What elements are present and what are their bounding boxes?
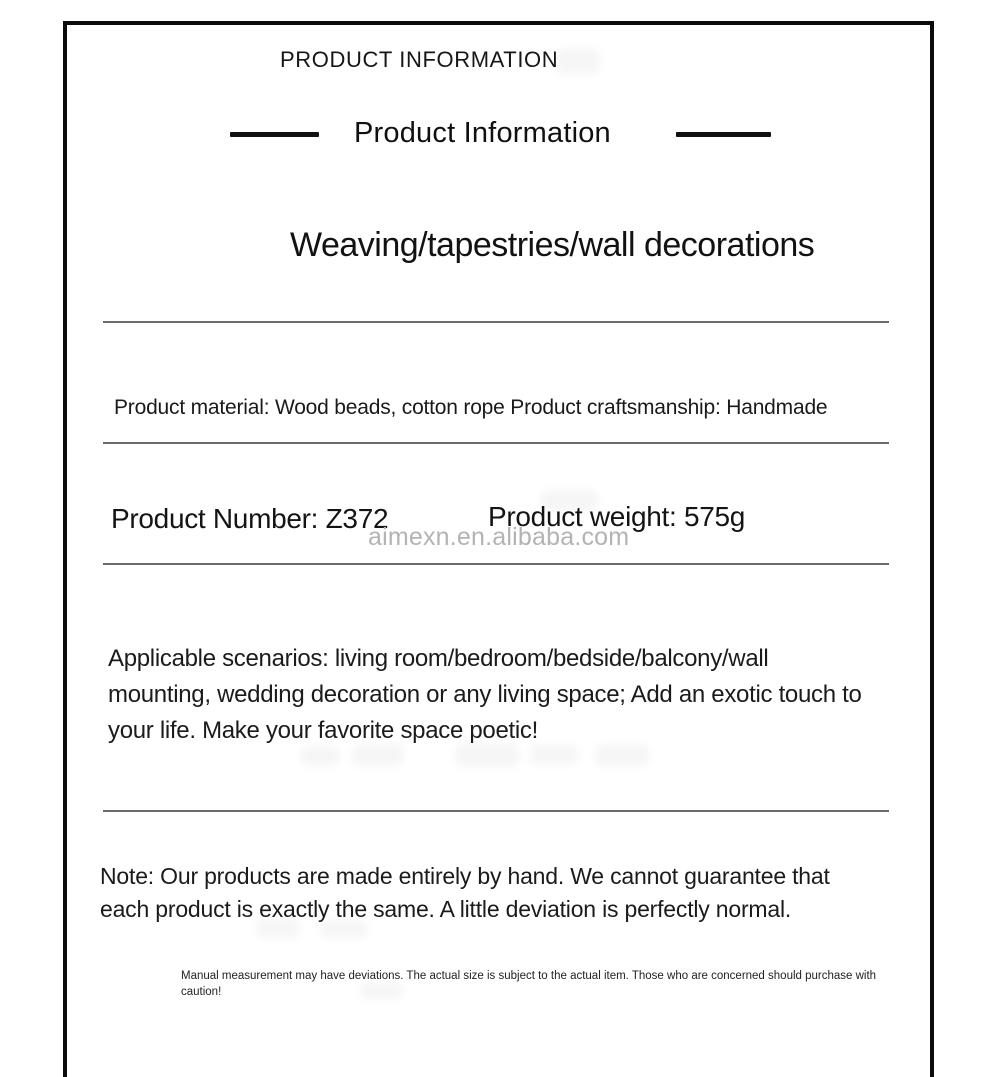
product-title: Weaving/tapestries/wall decorations bbox=[290, 226, 815, 264]
product-weight: Product weight: 575g bbox=[488, 501, 746, 532]
measurement-disclaimer-text: Manual measurement may have deviations. The actual size is subject to the actual item. Those who are concerned should purchase with caution! bbox=[181, 970, 877, 998]
eyebrow-heading: PRODUCT INFORMATION bbox=[280, 47, 559, 72]
applicable-scenarios-text: Applicable scenarios: living room/bedroom/bedside/balcony/wall mounting, wedding decoration or any living space; Add an exotic touch to your life. Make your favorite space poetic! bbox=[108, 645, 862, 744]
watermark-artifact bbox=[352, 744, 404, 766]
product-number: Product Number: Z372 bbox=[111, 503, 389, 534]
watermark-artifact bbox=[360, 983, 404, 999]
material-and-craftsmanship: Product material: Wood beads, cotton rope Product craftsmanship: Handmade bbox=[114, 396, 828, 419]
heading-dash-left bbox=[230, 132, 319, 137]
handmade-note-text: Note: Our products are made entirely by hand. We cannot guarantee that each product is exactly the same. A little deviation is perfectly normal. bbox=[100, 863, 830, 922]
seller-watermark: aimexn.en.alibaba.com bbox=[368, 523, 630, 551]
divider-3 bbox=[103, 563, 889, 565]
watermark-artifact bbox=[530, 745, 578, 765]
section-heading: Product Information bbox=[354, 117, 611, 149]
watermark-artifact bbox=[300, 746, 340, 766]
divider-2 bbox=[103, 442, 889, 444]
watermark-artifact bbox=[595, 744, 649, 766]
heading-dash-right bbox=[676, 132, 771, 137]
watermark-artifact bbox=[320, 920, 368, 938]
watermark-artifact bbox=[540, 490, 598, 512]
watermark-artifact bbox=[455, 743, 519, 767]
watermark-artifact bbox=[256, 918, 300, 938]
divider-1 bbox=[103, 321, 889, 323]
watermark-artifact bbox=[556, 48, 600, 74]
divider-4 bbox=[103, 810, 889, 812]
